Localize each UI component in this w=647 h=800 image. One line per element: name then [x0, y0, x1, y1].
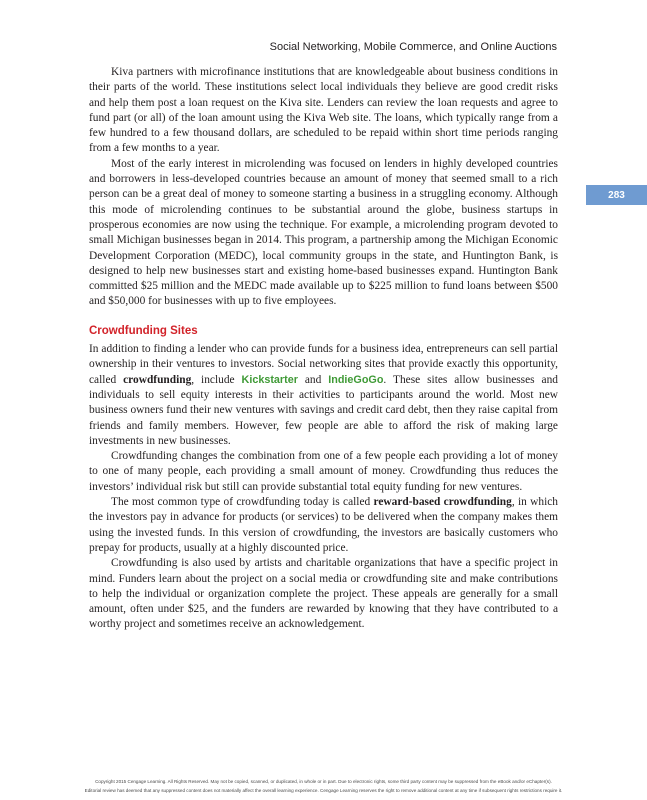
indiegogo-link[interactable]: IndieGoGo: [328, 373, 384, 386]
copyright-footer: [0, 777, 647, 795]
paragraph-crowdfunding-intro: [89, 342, 558, 449]
paragraph-reward-based: [89, 495, 558, 556]
key-term-reward-based-crowdfunding: reward-based crowdfunding: [373, 496, 512, 509]
kickstarter-link[interactable]: Kickstarter: [241, 373, 298, 386]
text-run: and: [297, 373, 329, 386]
key-term-crowdfunding: crowdfunding: [123, 373, 192, 386]
body-text: [89, 65, 558, 633]
section-heading-crowdfunding: Crowdfunding Sites: [89, 324, 198, 337]
paragraph-artists-charities: Crowdfunding is also used by artists and charitable organizations that have a specific project in mind. Funders learn about the project on a social media or crowdfunding site and make contributions to help the individual or organization complete the project. These appeals are generally for a small amount, often under $25, and the funders are rewarded by knowing that they have contributed to a worthy project and sometimes receive an acknowledgement.: [89, 557, 558, 631]
text-run: , include: [191, 373, 242, 386]
paragraph-kiva-partners: Kiva partners with microfinance institutions that are knowledgeable about business conditions in their parts of the world. These institutions select local individuals they believe are good credit risks and help them post a loan request on the Kiva site. Lenders can review the loan requests and agree to fund part (or all) of the loan amount using the Kiva Web site. The loans, which typically range from a few hundred to a few thousand dollars, are scheduled to be repaid within short time periods ranging from a few months to a year.: [89, 66, 558, 155]
page-number-tab: [586, 185, 647, 205]
footer-line-2: Editorial review has deemed that any suppressed content does not materially affect the overall learning experience. Cengage Learning reserves the right to remove additional content at any time if subsequent rights restrictions require it.: [84, 788, 563, 793]
paragraph-microlending: Most of the early interest in microlending was focused on lenders in highly developed countries and borrowers in less-developed countries because an amount of money that seemed small to a rich person can be a great deal of money to someone starting a business in a struggling economy. Although this mode of microlending continues to be substantial around the globe, business startups in prosperous economies are now using the technique. For example, a microlending program devoted to small Michigan businesses began in 2014. This program, a partnership among the Michigan Economic Development Corporation (MEDC), local community groups in the state, and Huntington Bank, is designed to help new businesses start and existing home-based businesses expand. Huntington Bank committed $25 million and the MEDC made available up to $225 million to fund loans between $500 and $50,000 for businesses with up to five employees.: [89, 157, 558, 308]
running-head: Social Networking, Mobile Commerce, and Online Auctions: [269, 41, 557, 53]
text-run: The most common type of crowdfunding today is called: [111, 496, 374, 509]
text-run: . These sites allow businesses and individuals to sell equity interests in their activities to participants around the world. Most new business owners fund their new ventures with savings and credit card debt, then they raise capital from friends and family members. However, few people are able to afford the risk of making large investments in new businesses.: [89, 373, 558, 447]
text-run: In addition to finding a lender who can provide funds for a business idea, entrepreneurs can sell partial ownership in their ventures to investors. Social networking sites that provide exactly this opportunity, called: [89, 343, 558, 386]
page-number: 283: [608, 189, 625, 201]
text-run: , in which the investors pay in advance for products (or services) to be delivered when the company makes them using the invested funds. In this version of crowdfunding, the investors are basically customers who prepay for products, usually at a highly discounted price.: [89, 496, 558, 554]
paragraph-crowdfunding-risk: Crowdfunding changes the combination from one of a few people each providing a lot of money to one of many people, each providing a small amount of money. Crowdfunding thus reduces the investors’ individual risk but still can provide substantial total equity funding for new ventures.: [89, 450, 558, 493]
footer-line-1: Copyright 2015 Cengage Learning. All Rights Reserved. May not be copied, scanned, or duplicated, in whole or in part. Due to electronic rights, some third party content may be suppressed from the eBook and/or eChapter(s).: [95, 779, 552, 784]
